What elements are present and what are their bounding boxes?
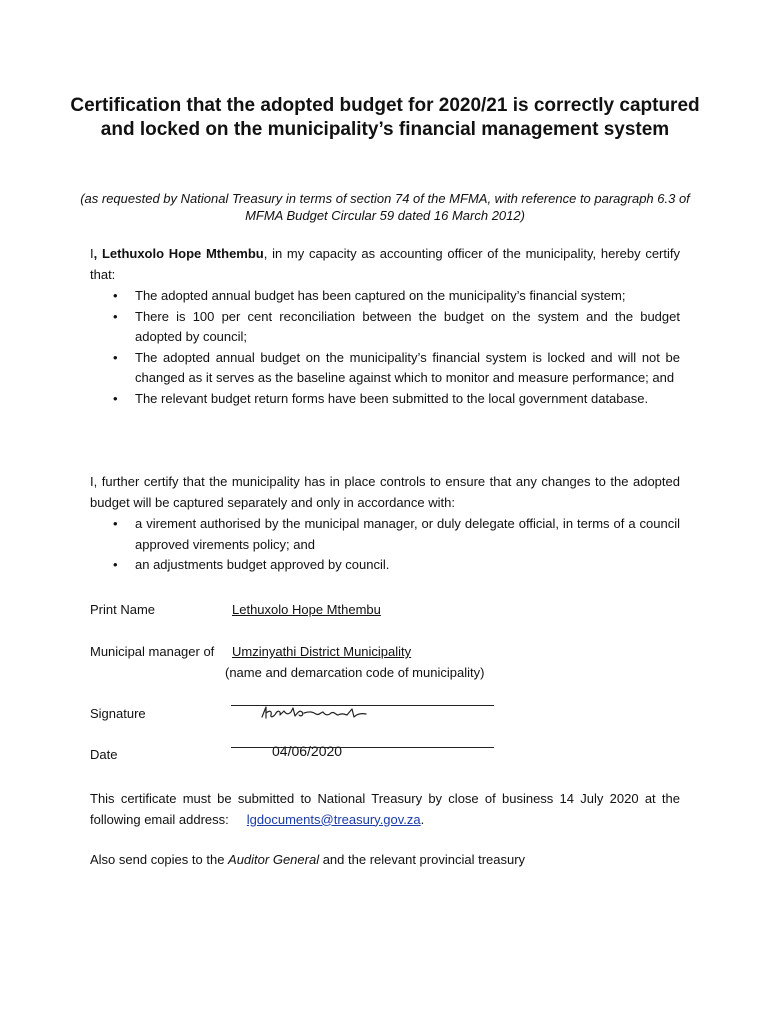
list-item: • The adopted annual budget has been captured on the municipality’s financial system; (90, 286, 680, 307)
officer-name: , Lethuxolo Hope Mthembu (93, 246, 264, 261)
list-item: • There is 100 per cent reconciliation between the budget on the system and the budget adopted by council; (90, 307, 680, 348)
submission-period: . (420, 811, 425, 827)
list-item: • a virement authorised by the municipal manager, or duly delegate official, in terms of a council approved virements policy; and (90, 514, 680, 555)
subtitle: (as requested by National Treasury in terms of section 74 of the MFMA, with reference to paragraph 6.3 of MFMA Budget Circular 59 dated 16 March 2012) (80, 191, 690, 223)
copies-pre: Also send copies to the (90, 852, 229, 867)
date-line (231, 747, 494, 748)
submission-paragraph (90, 789, 680, 830)
certification-list (90, 286, 680, 409)
auditor-general: Auditor General (228, 852, 320, 867)
print-name-label: Print Name (90, 602, 156, 617)
signature-image (258, 703, 373, 723)
intro-text: , in my capacity as accounting officer of the municipality, hereby certify that: (90, 246, 680, 282)
list-item: • The relevant budget return forms have been submitted to the local government database. (90, 389, 680, 410)
copies-paragraph (90, 850, 680, 871)
email-link[interactable]: lgdocuments@treasury.gov.za (246, 811, 421, 827)
signature-label: Signature (90, 706, 146, 721)
copies-post: and the relevant provincial treasury (319, 852, 526, 867)
further-paragraph: I, further certify that the municipality has in place controls to ensure that any changes to the adopted budget will be captured separately and only in accordance with: (90, 474, 680, 510)
intro-paragraph (90, 244, 680, 285)
municipality-value: Umzinyathi District Municipality (232, 644, 412, 659)
date-label: Date (90, 747, 118, 762)
page-title: Certification that the adopted budget for 2020/21 is correctly captured and locked on the municipality’s financial management system (70, 95, 700, 140)
print-name-value: Lethuxolo Hope Mthembu (232, 602, 381, 617)
list-item: • The adopted annual budget on the municipality’s financial system is locked and will not be changed as it serves as the baseline against which to monitor and measure performance; and (90, 348, 680, 389)
municipality-hint: (name and demarcation code of municipality) (225, 665, 485, 680)
submission-text: This certificate must be submitted to National Treasury by close of business 14 July 2020 at the following email address: (90, 791, 680, 827)
date-value: 04/06/2020 (272, 743, 343, 759)
controls-list (90, 514, 680, 576)
intro-prefix: I (90, 246, 94, 261)
list-item: • an adjustments budget approved by council. (90, 555, 680, 576)
municipal-manager-label: Municipal manager of (90, 644, 215, 659)
